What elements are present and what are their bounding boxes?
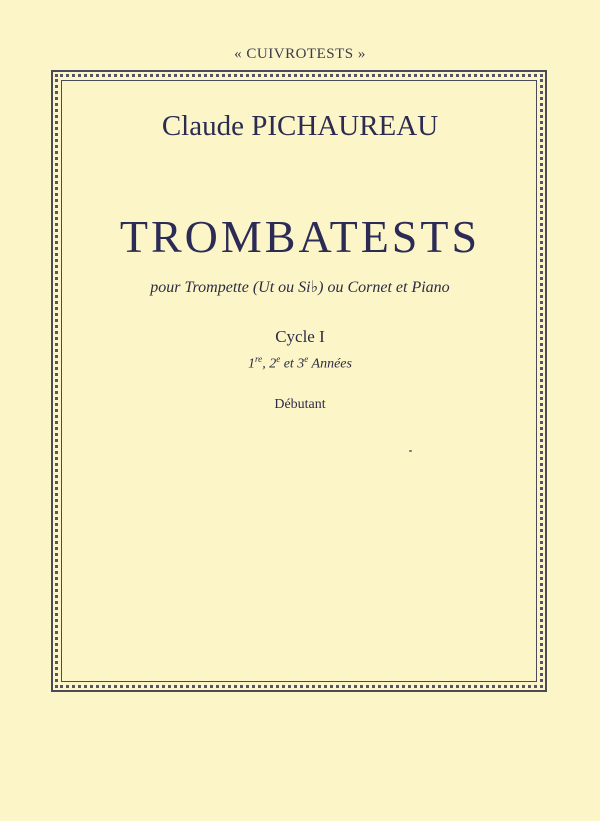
year-third: 3 <box>297 356 305 372</box>
decorative-frame-inner <box>61 80 537 682</box>
year-second-suffix: e <box>276 354 281 364</box>
level-label: Débutant <box>274 397 326 412</box>
years-conjunction: et <box>280 356 298 372</box>
years-separator: , <box>262 356 270 372</box>
work-title: TROMBATESTS <box>119 211 481 262</box>
year-third-suffix: e <box>304 354 309 364</box>
cycle-label: Cycle I <box>275 327 325 346</box>
years-word: Années <box>308 356 352 372</box>
composer-name: Claude PICHAUREAU <box>161 110 439 142</box>
year-second: 2 <box>269 356 277 372</box>
instrumentation-subtitle: pour Trompette (Ut ou Si♭) ou Cornet et Piano <box>150 279 450 296</box>
paper-speck <box>409 450 412 452</box>
year-first: 1 <box>248 356 256 372</box>
series-title: « CUIVROTESTS » <box>234 46 366 62</box>
years-label <box>0 354 600 373</box>
year-first-suffix: re <box>255 354 263 364</box>
